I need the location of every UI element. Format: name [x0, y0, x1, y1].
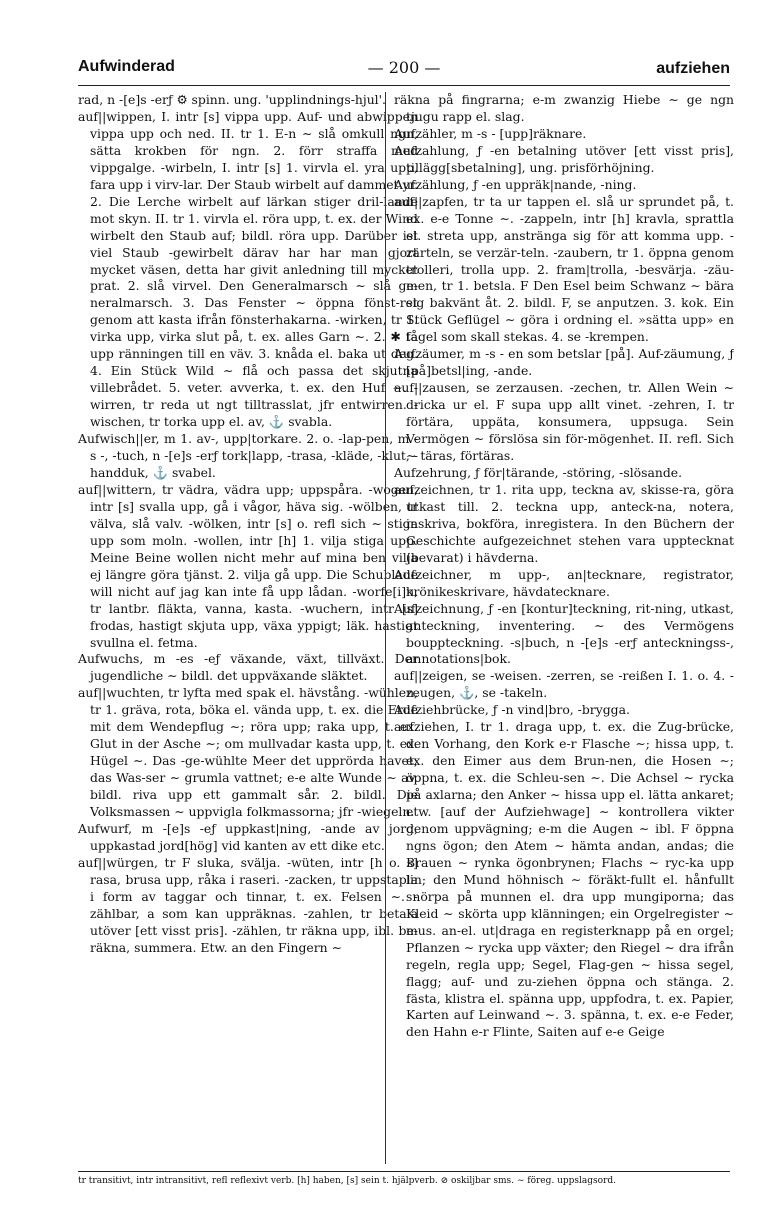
- entry: auf||wuchten, tr lyfta med spak el. hävstång. -wühlen, tr 1. gräva, rota, böka el. vända upp, t. ex. die Erde mit dem Wendepflug ∼; röra upp; raka upp, t. ex. Glut in der Asche ∼; om mullvadar kasta upp, t. ex. Hügel ∼. Das -ge-wühlte Meer det upprörda havet; das Was-ser ∼ grumla vattnet; e-e alte Wunde ∼ av. bildl. riva upp ett gammalt sår. 2. bildl. Die Volksmassen ∼ uppvigla folkmassorna; jfr -wiegeln.: [78, 685, 418, 820]
- entry: auf||zapfen, tr ta ur tappen el. slå ur sprundet på, t. ex. e-e Tonne ∼. -zappeln, intr [h] kravla, sprattla el. streta upp, anstränga sig för att komma upp. -zärteln, se verzär-teln. -zaubern, tr 1. öppna genom trolleri, trolla upp. 2. fram|trolla, -besvärja. -zäu-men, tr 1. betsla. F Den Esel beim Schwanz ∼ bära sig bakvänt åt. 2. bildl. F, se anputzen. 3. kok. Ein Stück Geflügel ∼ göra i ordning el. »sätta upp» en fågel som skall stekas. 4. se -krempen.: [394, 193, 734, 345]
- header-right-guideword: aufziehen: [656, 60, 730, 77]
- footer-rule: [78, 1171, 730, 1172]
- entry: räkna på fingrarna; e-m zwanzig Hiebe ∼ ge ngn tjugu rapp el. slag.: [394, 92, 734, 124]
- entry: auf||zausen, se zerzausen. -zechen, tr. Allen Wein ∼ dricka ur el. F supa upp allt vinet. -zehren, I. tr förtära, uppäta, konsumera, uppsuga. Sein Vermögen ∼ förslösa sin för-mögenhet. II. refl. Sich ∼ täras, förtäras.: [394, 380, 734, 464]
- entry: Aufwisch||er, m 1. av-, upp|torkare. 2. o. -lap-pen, m -s -, -tuch, n -[e]s -erƒ tork|lapp, -trasa, -kläde, -klut, -handduk, ⚓ svabel.: [78, 431, 418, 480]
- entry: Aufzahlung, ƒ -en betalning utöver [ett visst pris], tillägg[sbetalning], ung. prisförhöjning.: [394, 142, 734, 175]
- entry: rad, n -[e]s -erƒ ⚙ spinn. ung. 'upplindnings-hjul'.: [78, 92, 386, 107]
- abbreviation-footer: tr transitivt, intr intransitivt, refl reflexivt verb. [h] haben, [s] sein t. hjälpverb. ⊘ oskiljbar sms. ∼ föreg. uppslagsord.: [78, 1176, 617, 1186]
- entry: aufzeichnen, tr 1. rita upp, teckna av, skisse-ra, göra utkast till. 2. teckna upp, anteck-na, notera, inskriva, bokföra, inregistera. In den Büchern der Geschichte aufgezeichnet stehen vara upptecknat (bevarat) i hävderna.: [394, 481, 734, 565]
- entry: Aufzähler, m -s - [upp]räknare.: [394, 125, 587, 141]
- entry: aufziehen, I. tr 1. draga upp, t. ex. die Zug-brücke, den Vorhang, den Kork e-r Flasche ∼; hissa upp, t. ex. den Eimer aus dem Brun-nen, die Hosen ∼; öppna, t. ex. die Schleu-sen ∼. Die Achsel ∼ rycka på axlarna; den Anker ∼ hissa upp el. lätta ankaret; etw. [auf der Aufziehwage] ∼ kontrollera vikter genom uppvägning; e-m die Augen ∼ ibl. F öppna ngns ögon; den Atem ∼ hämta andan, andas; die Brauen ∼ rynka ögonbrynen; Flachs ∼ ryc-ka upp lin; den Mund höhnisch ∼ föräkt-fullt el. hånfullt snörpa på munnen el. dra upp mungiporna; das Kleid ∼ skörta upp klänningen; ein Orgelregister ∼ mus. an-el. ut|draga en registerknapp på en orgel; Pflanzen ∼ rycka upp växter; den Riegel ∼ dra ifrån regeln, regla upp; Segel, Flag-gen ∼ hissa segel, flagg; auf- und zu-ziehen öppna och stänga. 2. fästa, klistra el. spänna upp, uppfodra, t. ex. Papier, Karten auf Leinwand ∼. 3. spänna, t. ex. e-e Feder, den Hahn e-r Flinte, Saiten auf e-e Geige: [394, 719, 734, 1040]
- entry: Aufzählung, ƒ -en uppräk|nande, -ning.: [394, 176, 637, 192]
- right-column: [394, 92, 734, 1167]
- entry: Aufzehrung, ƒ för|tärande, -störing, -slösande.: [394, 464, 683, 480]
- entry: Aufzeichnung, ƒ -en [kontur]teckning, rit-ning, utkast, anteckning, inventering. ∼ des Vermögens bouppteckning. -s|buch, n -[e]s -erƒ anteckningss-, annotations|bok.: [394, 600, 734, 667]
- entry: auf||wippen, I. intr [s] vippa upp. Auf- und abwippen vippa upp och ned. II. tr 1. E-n ∼ slå omkull ngn, sätta krokben för ngn. 2. förr straffa med vippgalge. -wirbeln, I. intr [s] 1. virvla el. yra upp, fara upp i virv-lar. Der Staub wirbelt auf dammet yr. 2. Die Lerche wirbelt auf lärkan stiger dril-lande mot skyn. II. tr 1. virvla el. röra upp, t. ex. der Wind wirbelt den Staub auf; bildl. röra upp. Darüber ist viel Staub -gewirbelt därav har har man gjort mycket väsen, detta har givit anledning till mycket prat. 2. slå virvel. Den Generalmarsch ∼ slå ge-neralmarsch. 3. Das Fenster ∼ öppna fönst-ret genom att kasta ifrån fönsterhakarna. -wirken, tr 1. virka upp, virka slut på, t. ex. alles Garn ∼. 2. ✱ ta upp ränningen till en väv. 3. knåda el. baka ut deg. 4. Ein Stück Wild ∼ flå och passa det skjutna villebrådet. 5. veter. avverka, t. ex. den Huf ∼. -wirren, tr reda ut ngt tilltrasslat, jfr entwirren. -wischen, tr torka upp el. av, ⚓ svabla.: [78, 108, 418, 430]
- header-left-guideword: Aufwinderad: [78, 58, 175, 75]
- entry: Aufwuchs, m -es -eƒ växande, växt, tillväxt. Der jugendliche ∼ bildl. det uppväxande släktet.: [78, 651, 418, 684]
- entry: Aufzäumer, m -s - en som betslar [på]. Auf-zäumung, ƒ [på]betsl|ing, -ande.: [394, 346, 734, 379]
- page-number: — 200 —: [367, 58, 441, 77]
- left-column: [78, 92, 418, 1167]
- entry: auf||würgen, tr F sluka, svälja. -wüten, intr [h o. s] rasa, brusa upp, råka i raseri. -zacken, tr uppstapla i form av taggar och tinnar, t. ex. Felsen ∼. -zählbar, a som kan uppräknas. -zahlen, tr betala utöver [ett visst pris]. -zählen, tr räkna upp, ibl. be-räkna, summera. Etw. an den Fingern ∼: [78, 854, 418, 955]
- entry: Aufwurf, m -[e]s -eƒ uppkast|ning, -ande av jord, uppkastad jord[hög] vid kanten av ett dike etc.: [78, 820, 418, 853]
- entry: Aufziehbrücke, ƒ -n vind|bro, -brygga.: [394, 702, 630, 718]
- entry: auf||wittern, tr vädra, vädra upp; uppspåra. -wogen, intr [s] svalla upp, gå i vågor, häva sig. -wölben, tr välva, slå valv. -wölken, intr [s] o. refl sich ∼ stiga upp som moln. -wollen, intr [h] 1. vilja stiga upp. Meine Beine wollen nicht mehr auf mina ben vilja ej längre göra tjänst. 2. vilja gå upp. Die Schublade will nicht auf jag kan inte få upp lådan. -worfe[i]n, tr lantbr. fläkta, vanna, kasta. -wuchern, intr [s] frodas, hastigt skjuta upp, växa yppigt; läk. hastigt svullna el. fetma.: [78, 481, 418, 650]
- entry: Aufzeichner, m upp-, an|tecknare, registrator, krönikeskrivare, hävdatecknare.: [394, 566, 734, 599]
- header-rule: [78, 85, 730, 86]
- entry: auf||zeigen, se -weisen. -zerren, se -reißen I. 1. o. 4. -zeugen, ⚓, se -takeln.: [394, 668, 734, 701]
- page-header: [78, 58, 730, 84]
- column-divider: [385, 92, 386, 1164]
